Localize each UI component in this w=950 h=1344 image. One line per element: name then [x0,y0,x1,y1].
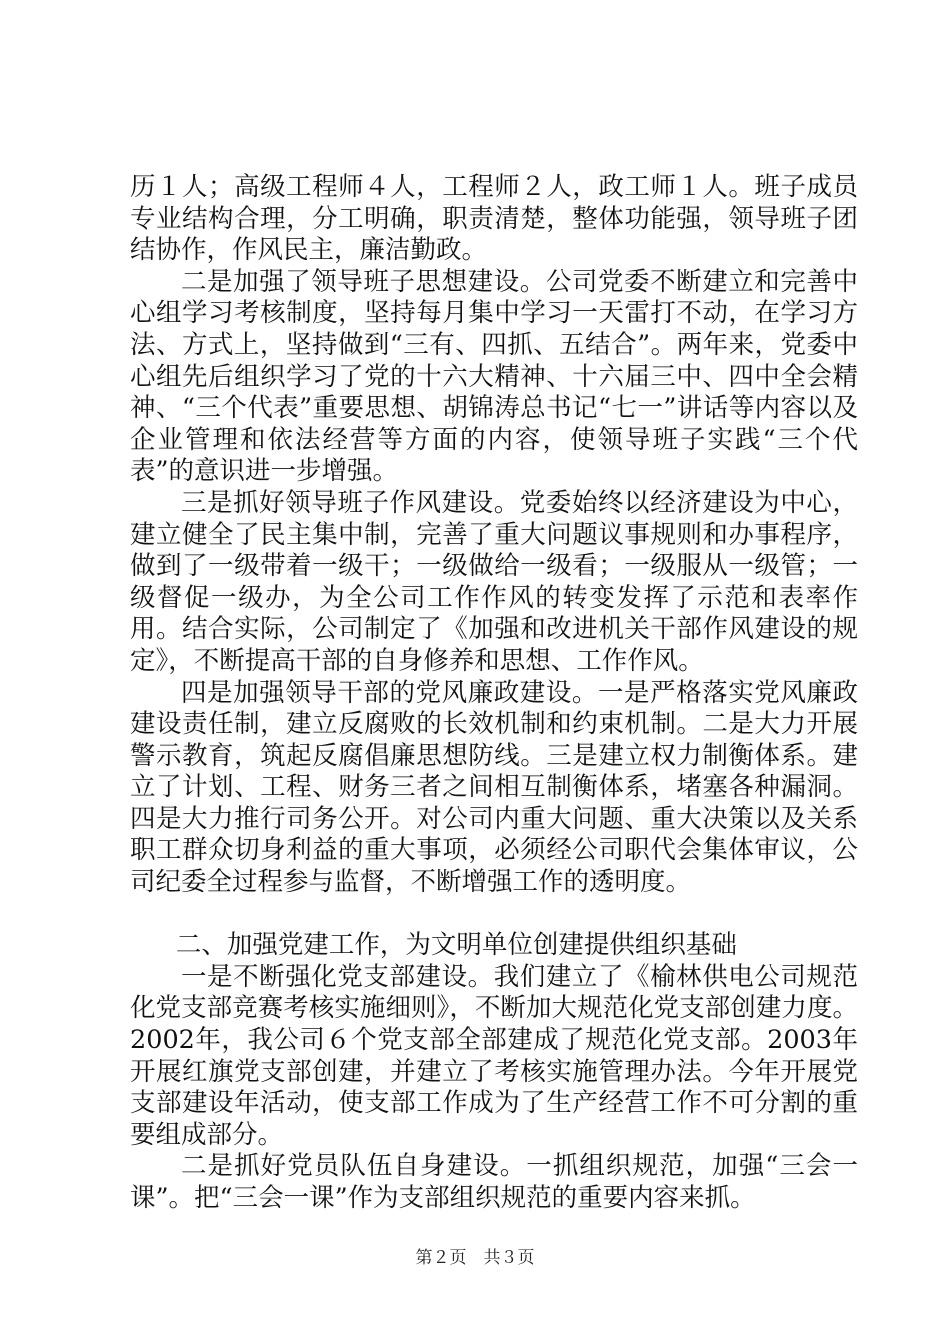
document-body [130,172,858,1215]
paragraph-team-composition: 历１人；高级工程师４人，工程师２人，政工师１人。班子成员专业结构合理，分工明确，职责清楚，整体功能强，领导班子团结协作，作风民主，廉洁勤政。 [130,172,858,266]
paragraph-work-style-building: 三是抓好领导班子作风建设。党委始终以经济建设为中心，建立健全了民主集中制，完善了重大问题议事规则和办事程序，做到了一级带着一级干；一级做给一级看；一级服从一级管；一级督促一级办，为全公司工作作风的转变发挥了示范和表率作用。结合实际，公司制定了《加强和改进机关干部作风建设的规定》，不断提高干部的自身修养和思想、工作作风。 [130,487,858,676]
page-number-footer: 第２页 共３页 [415,1248,535,1268]
section-spacer [130,899,858,931]
paragraph-party-branch-building: 一是不断强化党支部建设。我们建立了《榆林供电公司规范化党支部竞赛考核实施细则》，不断加大规范化党支部创建力度。2002年，我公司６个党支部全部建成了规范化党支部。2003年开展红旗党支部创建，并建立了考核实施管理办法。今年开展党支部建设年活动，使支部工作成为了生产经营工作不可分割的重要组成部分。 [130,961,858,1150]
paragraph-anti-corruption: 四是加强领导干部的党风廉政建设。一是严格落实党风廉政建设责任制，建立反腐败的长效机制和约束机制。二是大力开展警示教育，筑起反腐倡廉思想防线。三是建立权力制衡体系。建立了计划、工程、财务三者之间相互制衡体系，堵塞各种漏洞。四是大力推行司务公开。对公司内重大问题、重大决策以及关系职工群众切身利益的重大事项，必须经公司职代会集体审议，公司纪委全过程参与监督，不断增强工作的透明度。 [130,677,858,898]
paragraph-ideological-building: 二是加强了领导班子思想建设。公司党委不断建立和完善中心组学习考核制度，坚持每月集中学习一天雷打不动，在学习方法、方式上，坚持做到“三有、四抓、五结合”。两年来，党委中心组先后组织学习了党的十六大精神、十六届三中、四中全会精神、“三个代表”重要思想、胡锦涛总书记“七一”讲话等内容以及企业管理和依法经营等方面的内容，使领导班子实践“三个代表”的意识进一步增强。 [130,266,858,487]
section-heading: 二、加强党建工作，为文明单位创建提供组织基础 [175,930,737,961]
paragraph-party-member-building: 二是抓好党员队伍自身建设。一抓组织规范，加强“三会一课”。把“三会一课”作为支部组织规范的重要内容来抓。 [130,1151,858,1213]
